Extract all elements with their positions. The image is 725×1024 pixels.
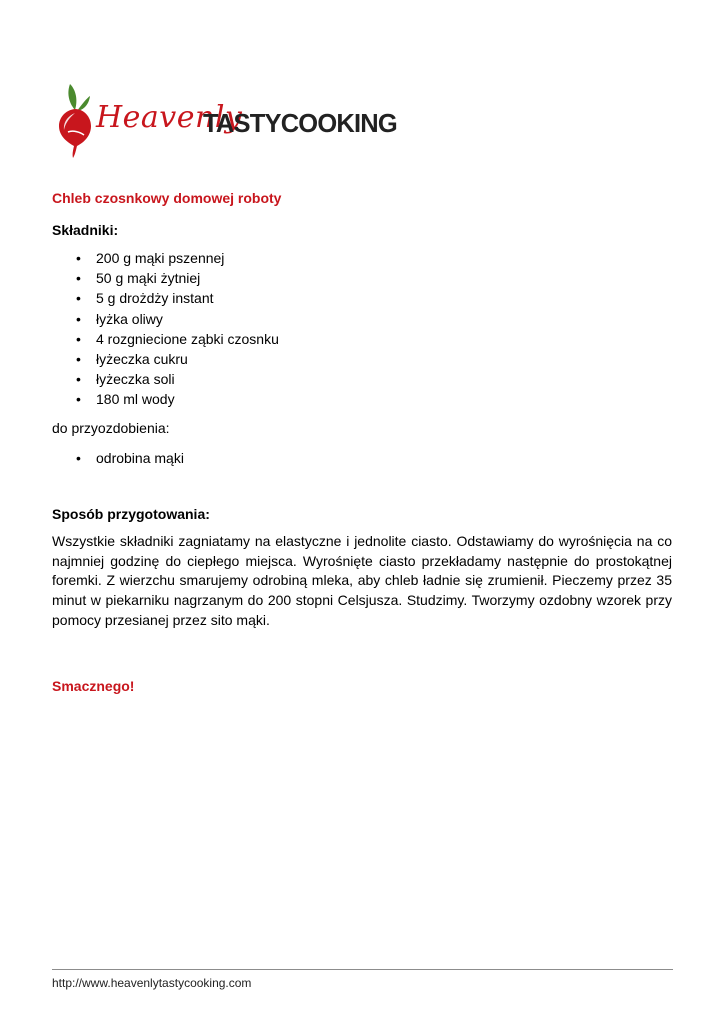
site-logo [56,80,456,160]
ingredients-list [52,248,672,410]
footer-url: http://www.heavenlytastycooking.com [52,976,252,990]
recipe-title: Chleb czosnkowy domowej roboty [52,190,282,206]
method-paragraph: Wszystkie składniki zagniatamy na elastyczne i jednolite ciasto. Odstawiamy do wyrośnięcia na co najmniej godzinę do ciepłego miejsca. Wyrośnięte ciasto przekładamy następnie do prostokątnej foremki. Z wierzchu smarujemy odrobiną mleka, aby chleb ładnie się zrumienił. Pieczemy przez 35 minut w piekarniku nagrzanym do 200 stopni Celsjusza. Studzimy. Tworzymy ozdobny wzorek przy pomocy przesianej przez sito mąki. [52,532,672,628]
decoration-item: • odrobina mąki [52,448,672,468]
decoration-label: do przyozdobienia: [52,419,170,436]
ingredient-item: • 5 g drożdży instant [52,288,672,308]
ingredients-heading: Składniki: [52,222,119,238]
ingredient-item: • łyżka oliwy [52,309,672,329]
footer-divider [52,969,673,970]
recipe-content [52,188,672,696]
decoration-list [52,448,672,468]
beet-icon [56,80,94,160]
ingredient-item: • 200 g mąki pszennej [52,248,672,268]
logo-script-text: Heavenly [96,100,243,135]
ingredient-item: • 180 ml wody [52,389,672,409]
ingredient-item: • łyżeczka cukru [52,349,672,369]
ingredient-item: • łyżeczka soli [52,369,672,389]
method-heading: Sposób przygotowania: [52,505,210,522]
ingredient-item: • 4 rozgniecione ząbki czosnku [52,329,672,349]
logo-caps-text: TASTYCOOKING [203,110,397,138]
closing-text: Smacznego! [52,678,135,695]
ingredient-item: • 50 g mąki żytniej [52,268,672,288]
